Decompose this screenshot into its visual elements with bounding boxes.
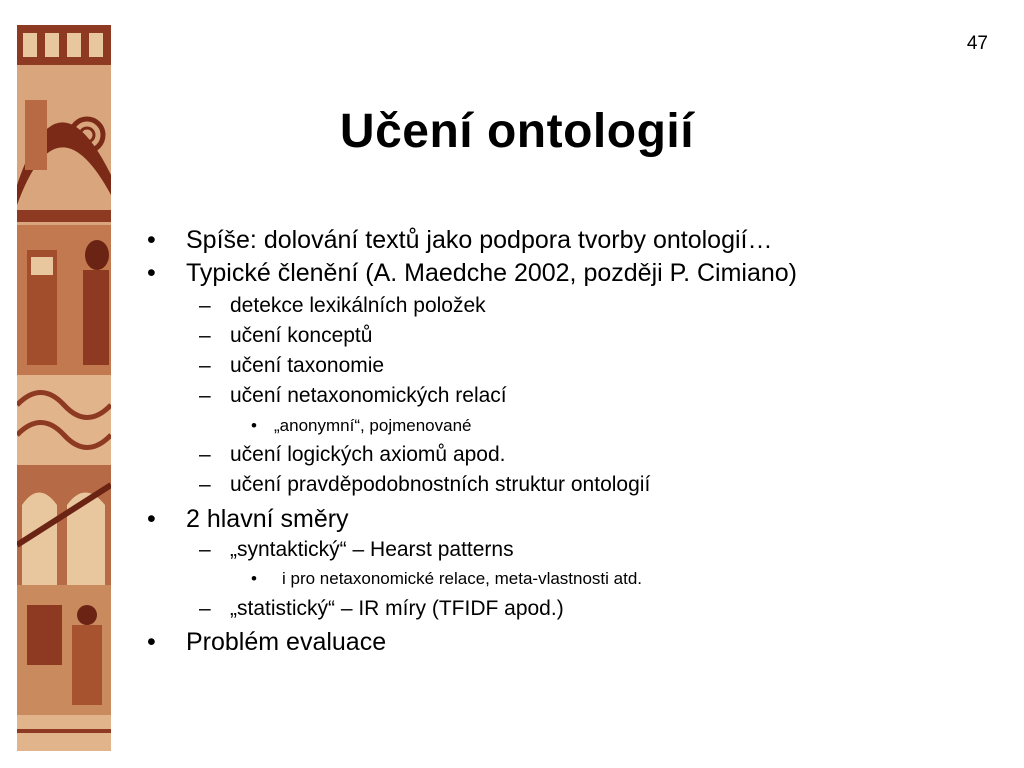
bullet-text: „syntaktický“ – Hearst patterns bbox=[230, 538, 514, 561]
bullet-text: učení pravděpodobnostních struktur ontologií bbox=[230, 473, 651, 496]
bullet-text: i pro netaxonomické relace, meta-vlastnosti atd. bbox=[282, 569, 643, 588]
bullet-text: učení logických axiomů apod. bbox=[230, 443, 506, 466]
bullet-marker: • bbox=[251, 416, 257, 435]
bullet-text: učení netaxonomických relací bbox=[230, 384, 507, 407]
dash-marker: – bbox=[199, 294, 211, 317]
dash-marker: – bbox=[199, 538, 211, 561]
dash-marker: – bbox=[199, 324, 211, 347]
bullet-text: učení taxonomie bbox=[230, 354, 385, 377]
page-number: 47 bbox=[966, 33, 988, 54]
bullet-marker: • bbox=[251, 569, 257, 588]
dash-marker: – bbox=[199, 384, 211, 407]
bullet-text: detekce lexikálních položek bbox=[230, 294, 486, 317]
bullet-text: Typické členění (A. Maedche 2002, později P. Cimiano) bbox=[186, 259, 797, 287]
bullet-text: Spíše: dolování textů jako podpora tvorby ontologií… bbox=[186, 226, 773, 254]
bullet-text: „statistický“ – IR míry (TFIDF apod.) bbox=[230, 597, 564, 620]
bullet-text: 2 hlavní směry bbox=[186, 505, 349, 533]
bullet-marker: • bbox=[147, 259, 156, 287]
bullet-text: „anonymní“, pojmenované bbox=[274, 416, 472, 435]
dash-marker: – bbox=[199, 597, 211, 620]
dash-marker: – bbox=[199, 443, 211, 466]
bullet-text: Problém evaluace bbox=[186, 628, 387, 656]
bullet-marker: • bbox=[147, 628, 156, 656]
dash-marker: – bbox=[199, 354, 211, 377]
dash-marker: – bbox=[199, 473, 211, 496]
slide-title: Učení ontologií bbox=[339, 105, 695, 158]
bullet-marker: • bbox=[147, 226, 156, 254]
bullet-text: učení konceptů bbox=[230, 324, 373, 347]
bullet-marker: • bbox=[147, 505, 156, 533]
